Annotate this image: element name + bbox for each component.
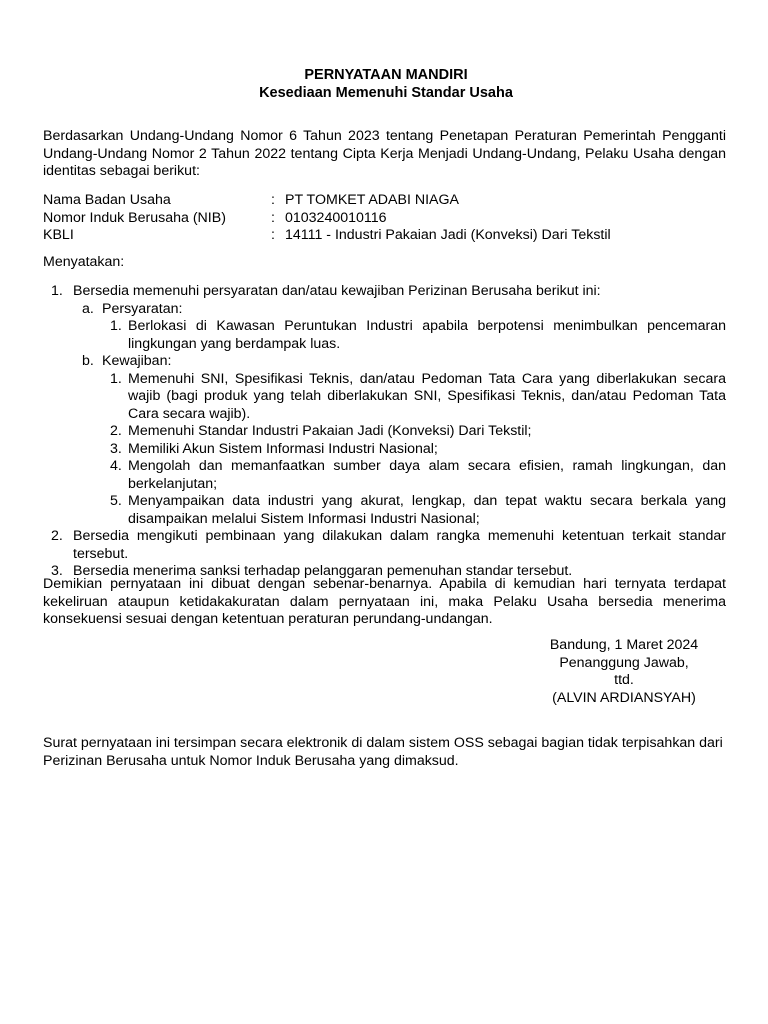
list-item: [43, 493, 726, 528]
list-text: Mengolah dan memanfaatkan sumber daya alam secara efisien, ramah lingkungan, dan berkelanjutan;: [128, 458, 726, 492]
identity-value: 14111 - Industri Pakaian Jadi (Konveksi) Dari Tekstil: [285, 227, 611, 243]
list-text: Memenuhi SNI, Spesifikasi Teknis, dan/atau Pedoman Tata Cara yang diberlakukan secara wajib (bagi produk yang telah diberlakukan SNI, Spesifikasi Teknis, dan/atau Pedoman Tata Cara secara wajib).: [128, 370, 726, 422]
identity-row-kbli: [43, 227, 726, 245]
identity-row-nib: [43, 210, 726, 228]
signature-role: Penanggung Jawab,: [559, 654, 689, 671]
list-item: [43, 423, 726, 441]
list-item: [43, 353, 726, 371]
list-text: Memiliki Akun Sistem Informasi Industri Nasional;: [128, 440, 438, 457]
list-text: Bersedia menerima sanksi terhadap pelanggaran pemenuhan standar tersebut.: [73, 563, 573, 579]
list-item: [43, 301, 726, 319]
signature-name: (ALVIN ARDIANSYAH): [552, 689, 696, 706]
document-title: [0, 66, 768, 102]
identity-table: [43, 192, 726, 245]
signature-place-date: Bandung, 1 Maret 2024: [549, 637, 699, 653]
list-text: Berlokasi di Kawasan Peruntukan Industri apabila berpotensi menimbulkan pencemaran lingkungan yang berdampak luas.: [128, 318, 726, 352]
list-number: 1.: [110, 318, 122, 334]
list-text: Bersedia memenuhi persyaratan dan/atau kewajiban Perizinan Berusaha berikut ini:: [73, 283, 601, 299]
list-item: [43, 318, 726, 353]
list-number: 3.: [110, 440, 122, 457]
footer-note: Surat pernyataan ini tersimpan secara elektronik di dalam sistem OSS sebagai bagian tidak terpisahkan dari Perizinan Berusaha untuk Nomor Induk Berusaha yang dimaksud.: [43, 735, 723, 769]
closing-paragraph: Demikian pernyataan ini dibuat dengan sebenar-benarnya. Apabila di kemudian hari ternyata terdapat kekeliruan ataupun ketidakakuratan dalam pernyataan ini, maka Pelaku Usaha bersedia menerima konsekuensi sesuai dengan ketentuan peraturan perundang-undangan.: [43, 576, 726, 627]
title-subtitle: Kesediaan Memenuhi Standar Usaha: [259, 85, 513, 101]
list-item: [43, 441, 726, 459]
list-text: Bersedia mengikuti pembinaan yang dilakukan dalam rangka memenuhi ketentuan terkait standar tersebut.: [73, 528, 726, 562]
list-number: 3.: [51, 563, 63, 579]
list-number: 1.: [110, 370, 122, 387]
list-number: 1.: [51, 283, 63, 299]
list-number: 5.: [110, 493, 122, 509]
list-number: b.: [82, 353, 94, 369]
identity-label: Nomor Induk Berusaha (NIB): [43, 209, 226, 226]
identity-separator: :: [271, 227, 275, 243]
list-number: 2.: [51, 528, 63, 544]
list-text: Memenuhi Standar Industri Pakaian Jadi (Konveksi) Dari Tekstil;: [128, 423, 532, 439]
identity-label: Nama Badan Usaha: [43, 192, 171, 208]
signature-ttd: ttd.: [614, 672, 634, 688]
list-item: [43, 528, 726, 563]
intro-paragraph: Berdasarkan Undang-Undang Nomor 6 Tahun 2023 tentang Penetapan Peraturan Pemerintah Pengganti Undang-Undang Nomor 2 Tahun 2022 tentang Cipta Kerja Menjadi Undang-Undang, Pelaku Usaha dengan identitas sebagai berikut:: [43, 128, 726, 179]
statement-label: Menyatakan:: [43, 254, 125, 270]
list-item: [43, 458, 726, 493]
identity-row-company-name: [43, 192, 726, 210]
list-text: Menyampaikan data industri yang akurat, lengkap, dan tepat waktu secara berkala yang disampaikan melalui Sistem Informasi Industri Nasional;: [128, 493, 726, 527]
signature-block: [540, 637, 708, 707]
identity-separator: :: [271, 192, 275, 208]
identity-label: KBLI: [43, 227, 74, 243]
list-number: 4.: [110, 458, 122, 474]
title-main: PERNYATAAN MANDIRI: [304, 67, 468, 83]
list-number: a.: [82, 300, 94, 317]
list-item: [43, 371, 726, 424]
list-text: Persyaratan:: [102, 300, 183, 317]
identity-value: PT TOMKET ADABI NIAGA: [285, 192, 459, 208]
identity-separator: :: [271, 209, 275, 226]
list-number: 2.: [110, 423, 122, 439]
identity-value: 0103240010116: [285, 209, 387, 226]
statement-list: [43, 283, 726, 581]
list-text: Kewajiban:: [102, 353, 172, 369]
list-item: [43, 283, 726, 301]
